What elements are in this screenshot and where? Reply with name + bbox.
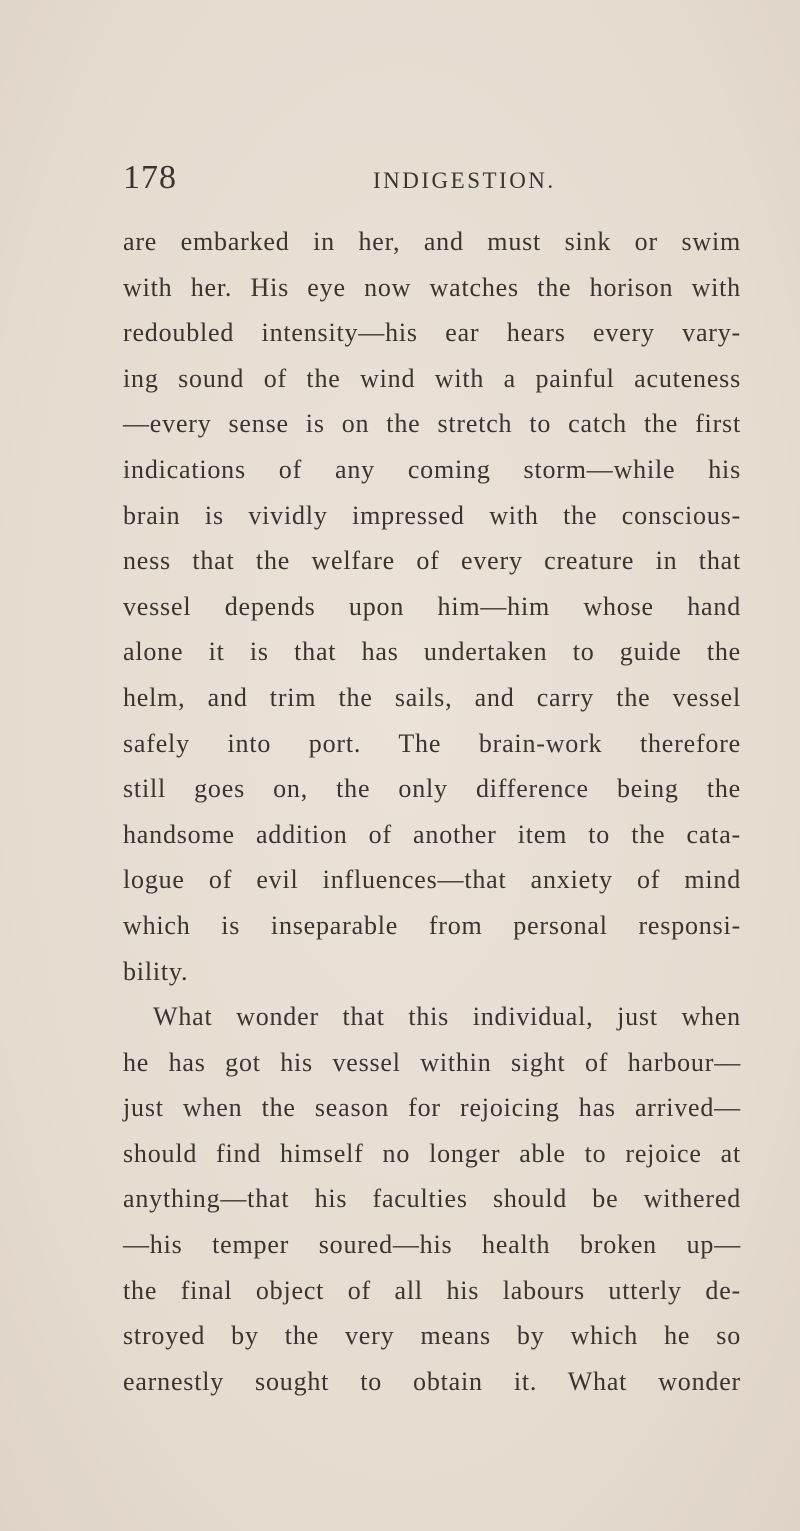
page-header (123, 158, 743, 198)
text-line: anything—that his faculties should be withered (123, 1184, 741, 1214)
text-line: with her. His eye now watches the horison with (123, 272, 741, 302)
page-number: 178 (123, 159, 177, 196)
text-line: earnestly sought to obtain it. What wonder (123, 1366, 741, 1396)
text-line: he has got his vessel within sight of harbour— (123, 1047, 741, 1077)
text-line: which is inseparable from personal responsi- (123, 910, 741, 940)
text-line: just when the season for rejoicing has arrived— (123, 1093, 741, 1123)
text-line: What wonder that this individual, just when (153, 1002, 741, 1032)
text-line: alone it is that has undertaken to guide the (123, 637, 741, 667)
text-line: ing sound of the wind with a painful acuteness (123, 363, 741, 393)
text-line: safely into port. The brain-work therefore (123, 728, 741, 758)
text-line: —every sense is on the stretch to catch the first (123, 409, 741, 439)
text-line: brain is vividly impressed with the conscious- (123, 500, 741, 530)
text-line: vessel depends upon him—him whose hand (123, 591, 741, 621)
running-head: INDIGESTION. (373, 168, 556, 193)
text-line: are embarked in her, and must sink or swim (123, 227, 741, 256)
text-line: bility. (123, 956, 189, 986)
text-line: the final object of all his labours utterly de- (123, 1275, 741, 1305)
text-line: indications of any coming storm—while his (123, 454, 741, 484)
text-line: —his temper soured—his health broken up— (123, 1230, 741, 1260)
text-line: redoubled intensity—his ear hears every vary- (123, 318, 741, 348)
text-line: helm, and trim the sails, and carry the vessel (123, 682, 741, 712)
text-line: handsome addition of another item to the cata- (123, 819, 741, 849)
text-line: ness that the welfare of every creature in that (123, 546, 741, 576)
text-line: stroyed by the very means by which he so (123, 1321, 741, 1351)
body-text (123, 219, 741, 1404)
text-line: still goes on, the only difference being the (123, 774, 741, 804)
text-line: logue of evil influences—that anxiety of mind (123, 865, 741, 895)
text-line: should find himself no longer able to rejoice at (123, 1138, 741, 1168)
